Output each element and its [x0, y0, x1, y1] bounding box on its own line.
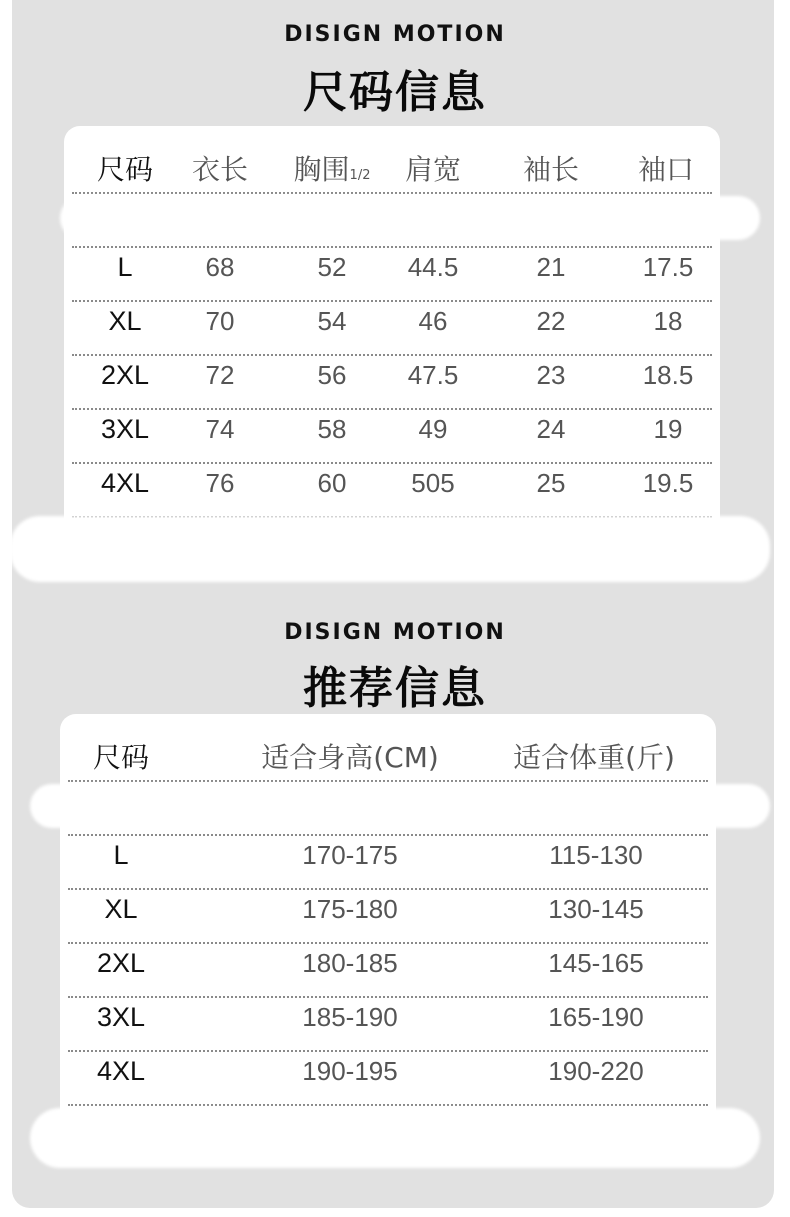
size-label: XL	[104, 894, 138, 924]
separator	[68, 942, 708, 944]
size-table-cell: 49	[418, 414, 448, 444]
size-table-cell: 18	[653, 306, 683, 336]
size-table-cell: 47.5	[407, 360, 459, 390]
header-cuff: 袖口	[637, 153, 695, 186]
header-shoulder: 肩宽	[404, 153, 462, 186]
size-table-cell: 74	[205, 414, 235, 444]
header-weight: 适合体重(斤)	[513, 741, 675, 774]
recommend-table-cell: 175-180	[302, 894, 398, 924]
size-table-cell: 22	[536, 306, 566, 336]
recommend-table-cell: 190-220	[548, 1056, 644, 1086]
recommend-table-cell: 145-165	[548, 948, 644, 978]
size-table-cell: 58	[317, 414, 347, 444]
size-label: 2XL	[96, 948, 146, 978]
recommend-table-cell: 185-190	[302, 1002, 398, 1032]
recommend-table-header	[60, 736, 716, 776]
recommend-info-title: 推荐信息	[303, 663, 487, 714]
size-table-cell: 76	[205, 468, 235, 498]
size-table-cell: 44.5	[407, 252, 459, 282]
size-table-cell: 24	[536, 414, 566, 444]
separator	[68, 1104, 708, 1106]
size-table-cell: 72	[205, 360, 235, 390]
size-table-cell: 19	[653, 414, 683, 444]
brand-logo-text: DISIGN MOTION	[284, 620, 506, 645]
recommend-table-cell: 170-175	[302, 840, 398, 870]
header-height: 适合身高(CM)	[261, 741, 439, 774]
header-sleeve-length: 袖长	[522, 153, 580, 186]
header-length: 衣长	[191, 153, 249, 186]
size-table-cell: 19.5	[642, 468, 694, 498]
separator	[68, 780, 708, 782]
size-table-cell: 46	[418, 306, 448, 336]
size-table-cell: 25	[536, 468, 566, 498]
recommend-table-cell: 190-195	[302, 1056, 398, 1086]
recommend-table-row	[60, 1002, 716, 1042]
separator	[68, 996, 708, 998]
size-table-cell: 54	[317, 306, 347, 336]
size-label: XL	[108, 306, 142, 336]
size-label: L	[113, 840, 129, 870]
separator	[72, 300, 712, 302]
size-table-card	[64, 126, 720, 576]
size-label: 4XL	[100, 468, 150, 498]
size-table-cell: 23	[536, 360, 566, 390]
size-table-row	[64, 414, 720, 454]
recommend-table-card	[60, 714, 716, 1164]
size-table-row	[64, 252, 720, 292]
size-table-cell: 505	[411, 468, 455, 498]
recommend-table-cell: 115-130	[549, 840, 643, 870]
separator	[72, 462, 712, 464]
size-table-header	[64, 148, 720, 188]
smudge-overlay	[30, 784, 770, 828]
size-label: 3XL	[96, 1002, 146, 1032]
size-table-cell: 68	[205, 252, 235, 282]
size-table-cell: 56	[317, 360, 347, 390]
header-chest: 胸围1/2	[293, 153, 371, 186]
smudge-overlay	[10, 516, 770, 582]
brand-logo-text: DISIGN MOTION	[284, 22, 506, 47]
size-info-title: 尺码信息	[303, 67, 487, 118]
size-label: 2XL	[100, 360, 150, 390]
separator	[72, 192, 712, 194]
size-label: 4XL	[96, 1056, 146, 1086]
size-table-cell: 52	[317, 252, 347, 282]
size-table-row	[64, 468, 720, 508]
size-label: 3XL	[100, 414, 150, 444]
separator	[72, 246, 712, 248]
separator	[68, 1050, 708, 1052]
separator	[68, 834, 708, 836]
recommend-table-cell: 180-185	[302, 948, 398, 978]
recommend-table-row	[60, 948, 716, 988]
header-size: 尺码	[96, 153, 154, 186]
size-table-row	[64, 306, 720, 346]
size-table-cell: 21	[536, 252, 566, 282]
recommend-table-row	[60, 894, 716, 934]
recommend-table-row	[60, 1056, 716, 1096]
separator	[72, 408, 712, 410]
recommend-table-cell: 165-190	[548, 1002, 644, 1032]
recommend-table-row	[60, 840, 716, 880]
size-table-cell: 70	[205, 306, 235, 336]
size-table-row	[64, 360, 720, 400]
size-table-cell: 18.5	[642, 360, 694, 390]
size-table-cell: 60	[317, 468, 347, 498]
smudge-overlay	[30, 1108, 760, 1168]
separator	[68, 888, 708, 890]
size-label: L	[117, 252, 133, 282]
size-table-cell: 17.5	[642, 252, 694, 282]
separator	[72, 354, 712, 356]
header-size: 尺码	[92, 741, 150, 774]
smudge-overlay	[60, 196, 760, 240]
recommend-table-cell: 130-145	[548, 894, 644, 924]
